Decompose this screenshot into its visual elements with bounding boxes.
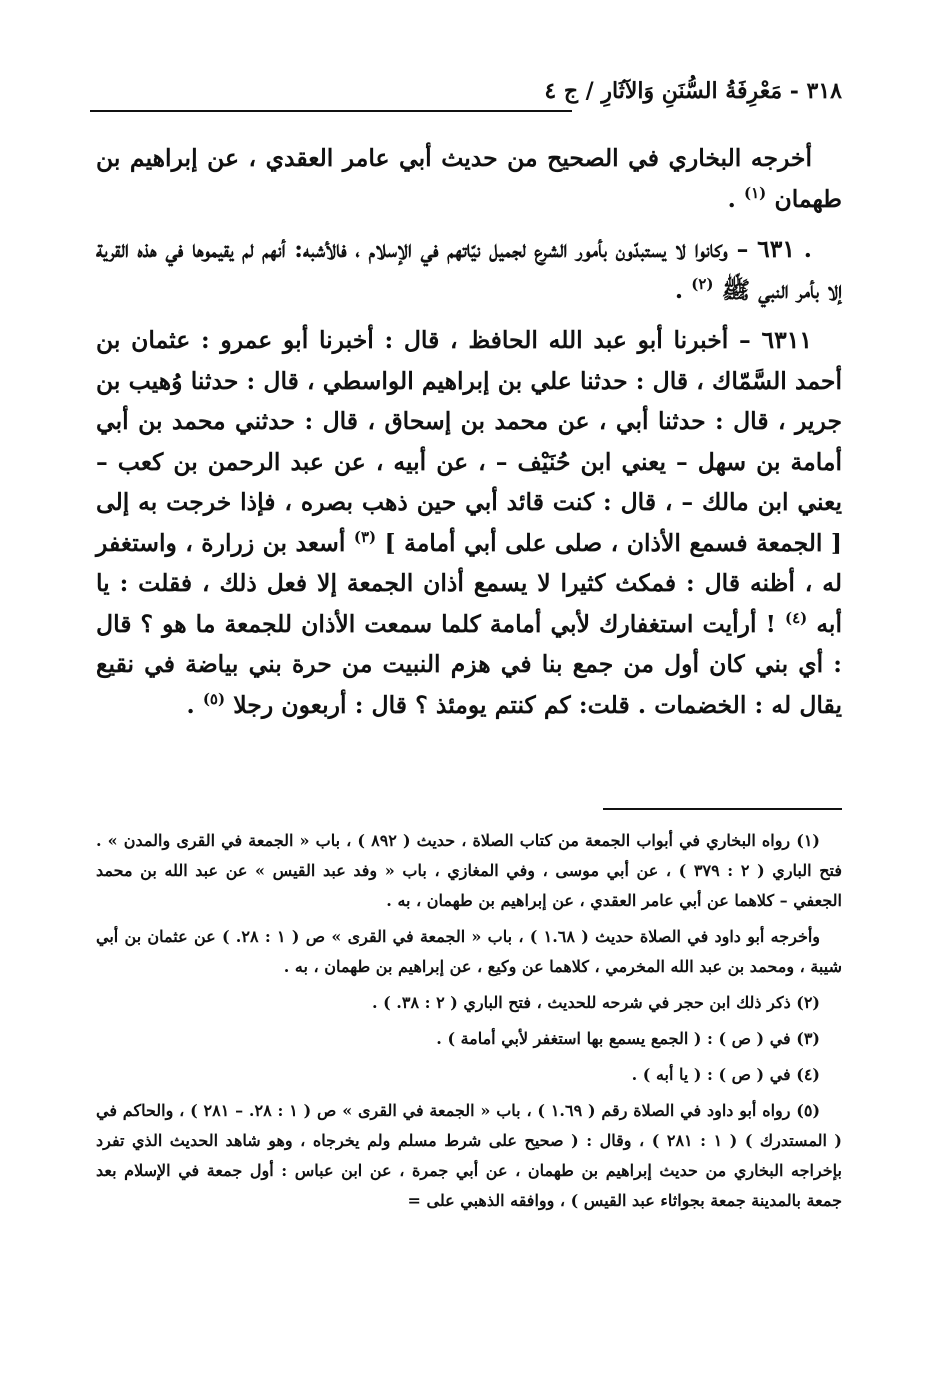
paragraph-tail: . <box>727 184 744 213</box>
paragraph <box>96 138 842 219</box>
footnote: (١) رواه البخاري في أبواب الجمعة من كتاب الصلاة ، حديث ( ٨٩٢ ) ، باب « الجمعة في القرى والمدن » . فتح الباري ( ٢ : ٣٧٩ ) ، عن أبي موسى ، وفي المغازي ، باب « وفد عبد القيس » عن عبد الله بن محمد الجعفي – كلاهما عن أبي عامر العقدي ، عن إبراهيم بن طهمان ، به . <box>96 831 843 910</box>
running-title: ٣١٨ - مَعْرِفَةُ السُّنَنِ وَالآثَارِ / ج ٤ <box>544 78 842 104</box>
paragraph-tail: . <box>186 690 203 719</box>
footnote: (٥) رواه أبو داود في الصلاة رقم ( ١.٦٩ ) ، باب « الجمعة في القرى » ص ( ١ : ٢٨. – ٢٨١ ) ، والحاكم في ( المستدرك ) ( ١ : ٢٨١ ) ، وقال : ( صحيح على شرط مسلم ولم يخرجاه ، وهو شاهد الحديث الذي تفرد بإخراجه البخاري من حديث إبراهيم بن طهمان ، عن أبي جمرة ، عن ابن عباس : أول جمعة في الإسلام بعد جمعة بالمدينة جمعة بجواثاء عبد القيس ) ، ووافقه الذهبي على = <box>96 1101 843 1210</box>
paragraph <box>96 229 842 310</box>
header-rule <box>90 110 572 112</box>
footnote: (٢) ذكر ذلك ابن حجر في شرحه للحديث ، فتح الباري ( ٢ : ٣٨. ) . <box>371 993 820 1012</box>
footnote-ref: (٣) <box>353 527 377 546</box>
footnote: (٣) في ( ص ) : ( الجمع يسمع بها استغفر لأبي أمامة ) . <box>436 1029 820 1048</box>
paragraph-text: أسعد بن زرارة ، واستغفر له ، أظنه قال : فمكث كثيرا لا يسمع أذان الجمعة إلا فعل ذلك ، فقلت : يا أبه <box>96 528 842 638</box>
paragraph-text: . ٦٣١ – وكانوا لا يستبدّون بأمور الشرع لجميل نيّاتهم في الإسلام ، فالأشبه: أنهم لم يقيموها في هذه القرية إلا بأمر النبي ﷺ <box>96 235 842 304</box>
paragraph-text: ٦٣١١ – أخبرنا أبو عبد الله الحافظ ، قال : أخبرنا أبو عمرو : عثمان بن أحمد السَّمّاك ، قال : حدثنا علي بن إبراهيم الواسطي ، قال : حدثنا وُهيب بن جرير ، قال : حدثنا أبي ، عن محمد بن إسحاق ، قال : حدثني محمد بن أبي أمامة بن سهل – يعني ابن حُنَيْف – ، عن أبيه ، عن عبد الرحمن بن كعب – يعني ابن مالك – ، قال : كنت قائد أبي حين ذهب بصره ، فإذا خرجت به إلى [ الجمعة فسمع الأذان ، صلى على أبي أمامة ] <box>96 326 842 557</box>
page-header <box>90 76 842 120</box>
main-text <box>96 138 842 735</box>
footnote-ref: (١) <box>743 183 767 202</box>
footnote: (٤) في ( ص ) : ( يا أبه ) . <box>631 1065 820 1084</box>
footnote-separator <box>603 808 842 810</box>
footnote-ref: (٢) <box>691 274 714 293</box>
footnote-ref: (٤) <box>784 608 808 627</box>
footnote: وأخرجه أبو داود في الصلاة حديث ( ١.٦٨ ) ، باب « الجمعة في القرى » ص ( ١ : ٢٨. ) عن عثمان بن أبي شيبة ، ومحمد بن عبد الله المخرمي ، كلاهما عن وكيع ، عن إبراهيم بن طهمان ، به . <box>96 927 842 976</box>
paragraph-text: أخرجه البخاري في الصحيح من حديث أبي عامر العقدي ، عن إبراهيم بن طهمان <box>96 144 842 213</box>
footnotes <box>96 826 842 1222</box>
paragraph-tail: . <box>674 275 692 304</box>
footnote-ref: (٥) <box>202 689 226 708</box>
paragraph <box>96 320 842 725</box>
paragraph-text: ! أرأيت استغفارك لأبي أمامة كلما سمعت الأذان للجمعة ما هو ؟ قال : أي بني كان أول من جمع بنا في هزم النبيت من حرة بني بياضة في نقيع يقال له : الخضمات . قلت: كم كنتم يومئذ ؟ قال : أربعون رجلا <box>96 609 842 719</box>
